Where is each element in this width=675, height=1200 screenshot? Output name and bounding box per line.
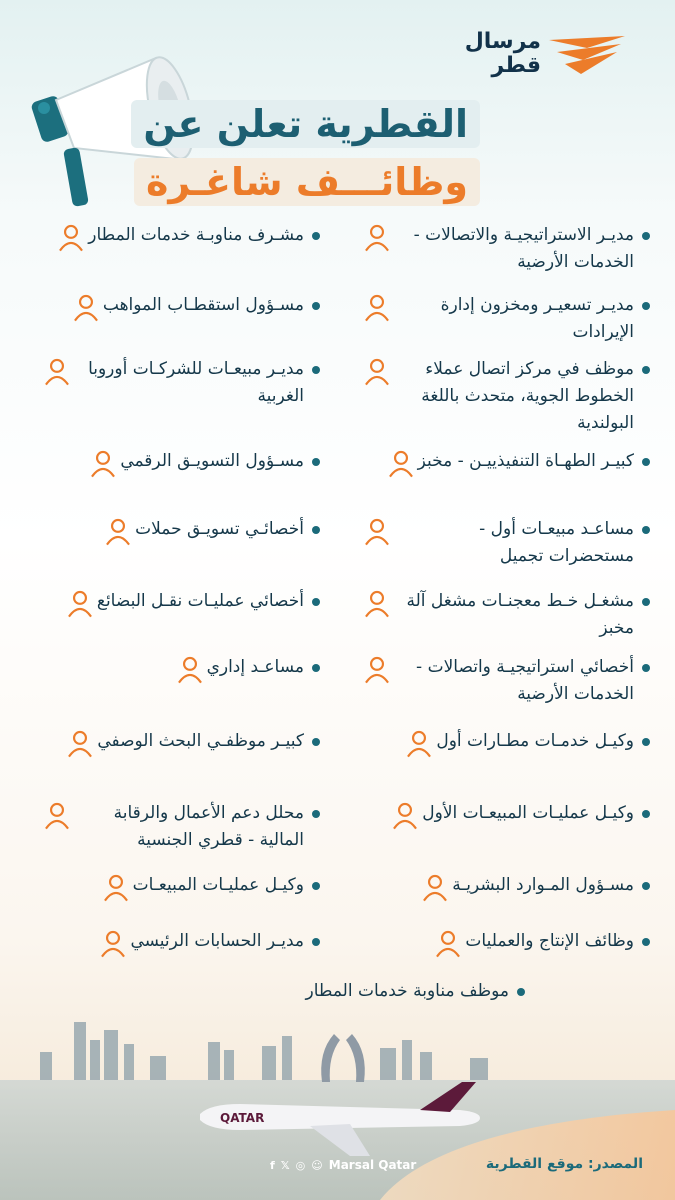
logo-wings-icon xyxy=(547,34,627,84)
handle: Marsal Qatar xyxy=(328,1158,417,1172)
job-title: مسـؤول المـوارد البشريـة xyxy=(452,875,634,895)
corporate-sales-icon xyxy=(34,354,74,394)
bullet xyxy=(642,598,650,606)
job-title: كبيـر الطهـاة التنفيذييـن - مخبز xyxy=(417,451,634,471)
bullet xyxy=(312,664,320,672)
bullet xyxy=(642,738,650,746)
job-title: محلل دعم الأعمال والرقابة المالية - قطري الجنسية xyxy=(113,803,304,850)
bullet xyxy=(642,882,650,890)
job-item xyxy=(350,800,650,838)
job-item xyxy=(30,872,320,910)
bullet xyxy=(312,366,320,374)
job-title: مديـر مبيعـات للشركـات أوروبا الغربية xyxy=(88,359,304,406)
finance-analyst-icon xyxy=(34,798,74,838)
call-center-icon xyxy=(354,354,394,394)
bullet xyxy=(642,810,650,818)
job-title: وكيـل عمليـات المبيعـات xyxy=(132,875,304,895)
job-item xyxy=(350,872,650,910)
shift-supervisor-icon xyxy=(48,220,88,260)
job-item xyxy=(30,292,320,330)
snapchat-icon[interactable]: ☺ xyxy=(311,1158,323,1172)
airport-agent-icon xyxy=(396,726,436,766)
bullet xyxy=(312,938,320,946)
bullet xyxy=(642,526,650,534)
facebook-icon[interactable]: f xyxy=(270,1158,275,1172)
job-title: مشـرف مناوبـة خدمات المطار xyxy=(88,225,304,245)
bullet xyxy=(312,810,320,818)
social-links xyxy=(270,1158,416,1172)
bullet xyxy=(312,302,320,310)
production-icon xyxy=(425,926,465,966)
job-title: مديـر تسعيـر ومخزون إدارة الإيرادات xyxy=(440,295,634,342)
job-item xyxy=(350,588,650,642)
instagram-icon[interactable]: ◎ xyxy=(295,1158,306,1172)
job-title: كبيـر موظفـي البحث الوصفي xyxy=(97,731,304,751)
job-item xyxy=(30,800,320,854)
admin-assistant-icon xyxy=(167,652,207,692)
bullet xyxy=(642,302,650,310)
job-item xyxy=(350,222,650,276)
job-item xyxy=(350,292,650,346)
job-item xyxy=(30,448,320,486)
job-title: مشغـل خـط معجنـات مشغل آلة مخبز xyxy=(406,591,634,638)
bullet xyxy=(312,882,320,890)
job-title: مساعـد إداري xyxy=(206,657,304,677)
bullet xyxy=(517,988,525,996)
headline-line-1: القطرية تعلن عن xyxy=(131,100,480,148)
job-item xyxy=(350,928,650,966)
marsal-qatar-logo xyxy=(464,29,627,90)
bullet xyxy=(312,526,320,534)
job-title: موظف مناوبة خدمات المطار xyxy=(305,981,509,1001)
headline-line-2: وظائـــف شاغـرة xyxy=(134,158,480,206)
job-item xyxy=(30,654,320,692)
job-item xyxy=(30,728,320,766)
footer xyxy=(0,1142,675,1172)
bullet xyxy=(312,232,320,240)
job-item xyxy=(350,728,650,766)
job-item xyxy=(30,928,320,966)
logo-line-1: مرسال xyxy=(464,29,541,54)
job-list xyxy=(30,222,650,982)
strategy-icon xyxy=(354,652,394,692)
job-title: وكيـل خدمـات مطـارات أول xyxy=(436,731,634,751)
logo-text xyxy=(465,30,541,78)
job-title: أخصائـي تسويـق حملات xyxy=(135,519,304,539)
research-icon xyxy=(57,726,97,766)
hr-icon xyxy=(412,870,452,910)
chef-icon xyxy=(378,446,418,486)
job-item xyxy=(350,516,650,570)
job-item xyxy=(350,448,650,486)
job-item xyxy=(30,516,320,554)
job-title: وكيـل عمليـات المبيعـات الأول xyxy=(422,803,634,823)
bullet xyxy=(312,738,320,746)
job-item xyxy=(30,588,320,626)
bullet xyxy=(312,458,320,466)
job-item xyxy=(30,356,320,410)
bullet xyxy=(642,366,650,374)
bullet xyxy=(642,938,650,946)
job-item xyxy=(30,222,320,260)
sales-agent-icon xyxy=(93,870,133,910)
job-title: أخصائي عمليـات نقـل البضائع xyxy=(96,591,304,611)
job-item xyxy=(350,356,650,437)
digital-marketing-icon xyxy=(80,446,120,486)
headline xyxy=(131,100,480,206)
bullet xyxy=(642,458,650,466)
job-title: مسـؤول التسويـق الرقمي xyxy=(120,451,304,471)
pricing-icon xyxy=(354,290,394,330)
job-title: مسـؤول استقطـاب المواهب xyxy=(102,295,304,315)
job-title: مساعـد مبيعـات أول - مستحضرات تجميل xyxy=(479,519,634,566)
x-icon[interactable]: 𝕏 xyxy=(280,1158,290,1172)
job-title: وظائف الإنتاج والعمليات xyxy=(465,931,634,951)
sales-assistant-icon xyxy=(354,514,394,554)
svg-text:QATAR: QATAR xyxy=(220,1111,265,1125)
manager-icon xyxy=(354,220,394,260)
logo-line-2: قطر xyxy=(491,53,541,78)
bullet xyxy=(642,232,650,240)
job-title: أخصائي استراتيجيـة واتصالات - الخدمات الأرضية xyxy=(416,657,634,704)
bakery-operator-icon xyxy=(354,586,394,626)
cargo-icon xyxy=(57,586,97,626)
job-item xyxy=(350,654,650,708)
bullet xyxy=(642,664,650,672)
source-credit: المصدر: موقع القطرية xyxy=(485,1156,643,1172)
campaign-icon xyxy=(95,514,135,554)
job-title: موظف في مركز اتصال عملاء الخطوط الجوية، متحدث باللغة البولندية xyxy=(421,359,634,433)
sales-ops-icon xyxy=(382,798,422,838)
job-title: مديـر الاستراتيجيـة والاتصالات - الخدمات الأرضية xyxy=(413,225,634,272)
talent-icon xyxy=(63,290,103,330)
job-title: مديـر الحسابات الرئيسي xyxy=(130,931,304,951)
accounts-icon xyxy=(90,926,130,966)
bullet xyxy=(312,598,320,606)
